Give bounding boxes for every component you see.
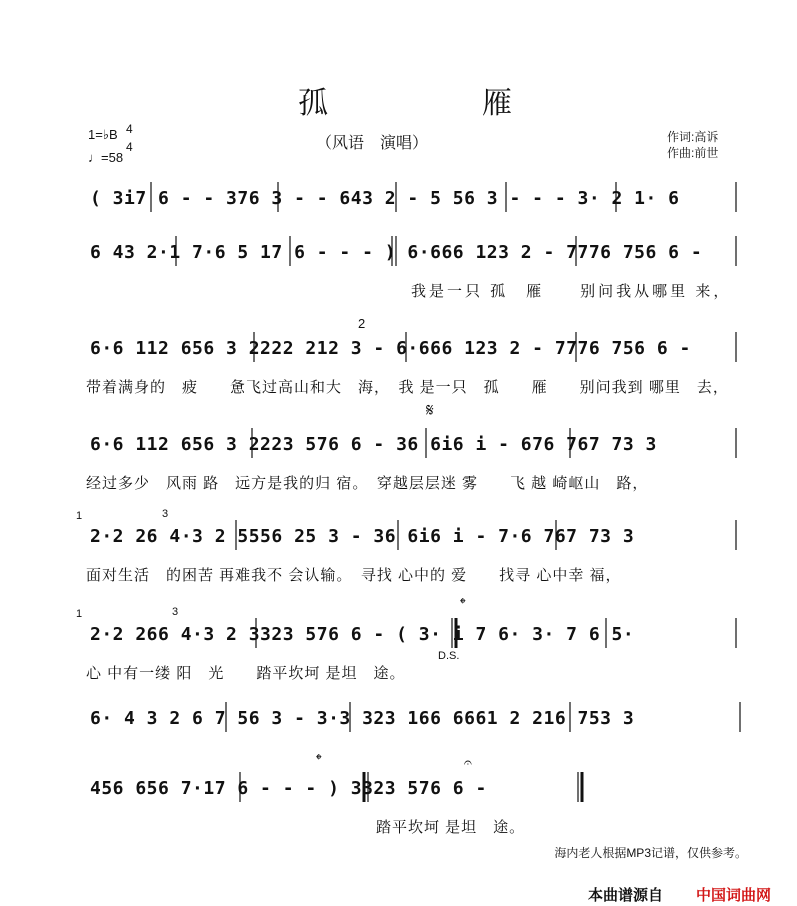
notation-row-7: 6· 4 3 2 6 7 56 3 - 3·3 323 166 6661 2 216 753 3 [90,708,635,729]
time-signature-bottom: 4 [126,140,133,154]
tempo-marking: ♩=58 [88,150,124,165]
transcription-note: 海内老人根据MP3记谱，仅供参考。 [554,846,747,860]
score-row-4 [86,400,746,498]
score-row-7 [86,700,746,772]
notation-row-2: 6 43 2·1 7·6 5 17 6 - - - ) 6·666 123 2 - 7776 756 6 - [90,242,703,263]
lyric-row-6: 心 中有一缕 阳 光 踏平坎坷 是坦 途。 [86,665,406,682]
score-row-2 [86,234,746,306]
fermata-sign: 𝄐 [464,754,472,770]
score-subtitle: （风语 演唱） [316,135,429,152]
lyric-row-3: 带着满身的 疲 惫飞过高山和大 海， 我 是一只 孤 雁 别问我到 哪里 去， [86,379,729,396]
score-title: 孤 雁 [298,86,574,121]
score-row-3 [86,316,746,402]
lyricist-credit: 作词:高诉 [667,130,719,144]
notation-row-6: 2·2 266 4·3 2 3323 576 6 - ( 3· i 7 6· 3· 7 6 5· [90,624,635,645]
lyric-row-5: 面对生活 的困苦 再难我不 会认输。 寻找 心中的 爱 找寻 心中幸 福， [86,567,622,584]
lyric-row-8: 踏平坎坷 是坦 途。 [376,819,526,836]
segno-sign: 𝄋 [426,400,434,420]
score-row-5 [76,508,746,590]
composer-credit: 作曲:前世 [667,146,719,160]
notation-row-1: ( 3i7 6 - - 376 3 - - 643 2 - 5 56 3 - - - 3· 2 1· 6 [90,188,680,209]
source-label: 本曲谱源自 [588,887,664,904]
ds-marking: D.S. [438,650,460,662]
notation-row-5: 2·2 26 4·3 2 5556 25 3 - 36 6i6 i - 7·6 767 73 3 [90,526,635,547]
site-name-link[interactable]: 中国词曲网 [696,887,772,904]
grace-note: 3 [172,606,179,618]
grace-note: 3 [162,508,169,520]
grace-note: 1 [76,608,83,620]
score-row-6 [76,596,746,688]
coda-sign: 𝄌 [316,752,322,769]
lyric-row-4: 经过多少 风雨 路 远方是我的归 宿。 穿越层层迷 雾 飞 越 崎岖山 路， [86,475,649,492]
coda-sign: 𝄌 [460,596,466,613]
notation-row-3: 6·6 112 656 3 2222 212 3 - 6·666 123 2 - 7776 756 6 - [90,338,691,359]
score-row-8 [86,752,746,842]
volta-marker: 2 [358,316,366,331]
notation-row-4: 6·6 112 656 3 2223 576 6 - 36 6i6 i - 676 767 73 3 [90,434,657,455]
lyric-row-2: 我是一只 孤 雁 别问我从哪里 来， [411,283,732,300]
key-signature: 1=♭B [88,127,118,142]
grace-note: 1 [76,510,83,522]
notation-row-8: 456 656 7·17 6 - - - ) 3323 576 6 - [90,778,487,799]
time-signature-top: 4 [126,122,133,136]
